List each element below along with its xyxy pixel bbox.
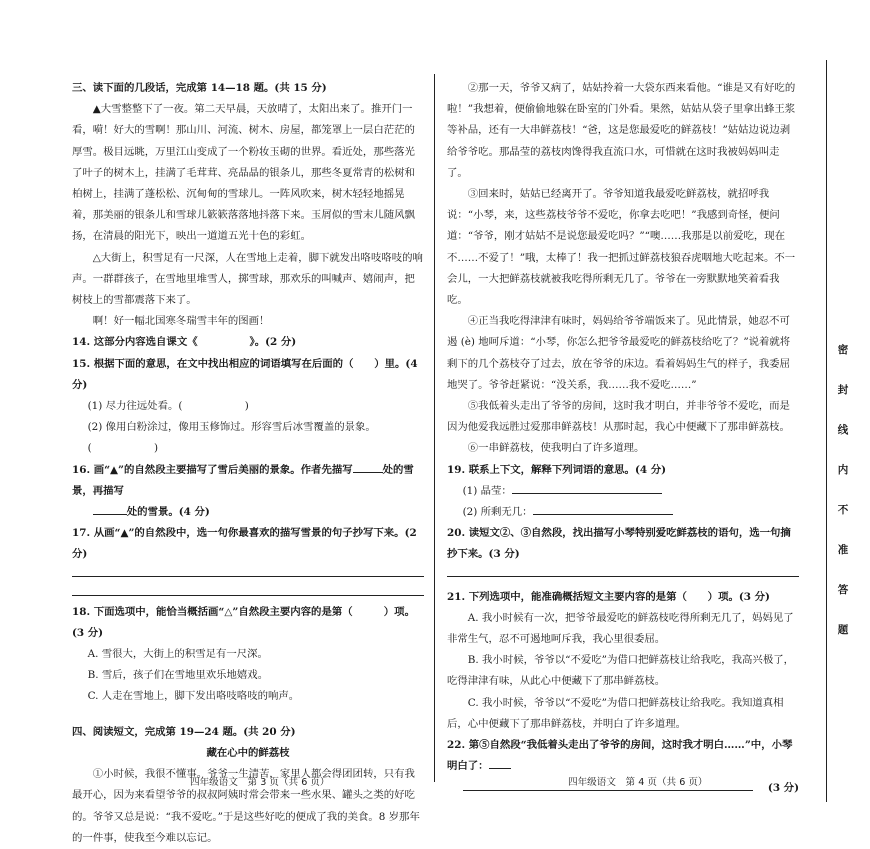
question-19-label-2: (2) 所剩无几： bbox=[462, 506, 533, 519]
binding-char: 密 bbox=[837, 344, 849, 356]
answer-blank[interactable] bbox=[353, 460, 383, 473]
story-paragraph-4: ④正当我吃得津津有味时，妈妈给爷爷端饭来了。见此情景，她忍不可遏 (è) 地呵斥道：“小琴，你怎么把爷爷最爱吃的鲜荔枝给吃了？”说着就将剩下的几个荔枝夺了过去，放在爷爷的床边。看着妈妈生气的样子，我委屈地哭了。爷爷赶紧说：“没关系，我……我不爱吃……” bbox=[447, 315, 791, 391]
right-column bbox=[447, 78, 799, 799]
question-19-item-1 bbox=[447, 481, 799, 502]
binding-notice bbox=[836, 330, 850, 650]
answer-blank[interactable] bbox=[533, 502, 673, 515]
binding-char: 内 bbox=[837, 464, 849, 476]
question-14: 14. 这部分内容选自课文《 》。(2 分) bbox=[72, 336, 297, 349]
section4-heading: 四、阅读短文，完成第 19—24 题。(共 20 分) bbox=[72, 725, 296, 738]
question-16-part-c: 处的雪景。(4 分) bbox=[126, 506, 210, 519]
question-16-part-b: 处的雪景，再描写 bbox=[72, 463, 414, 497]
left-column bbox=[72, 78, 424, 849]
story-paragraph-5: ⑤我低着头走出了爷爷的房间，这时我才明白，并非爷爷不爱吃，而是因为他爱我远胜过爱那串鲜荔枝！从那时起，我心中便藏下了那串鲜荔枝。 bbox=[447, 400, 790, 434]
section3-heading: 三、读下面的几段话，完成第 14—18 题。(共 15 分) bbox=[72, 82, 327, 94]
question-22 bbox=[447, 735, 799, 777]
question-21-option-c: C. 我小时候，爷爷以“不爱吃”为借口把鲜荔枝让给我吃。我知道真相后，心中便藏下了那串鲜荔枝，并明白了许多道理。 bbox=[447, 696, 784, 730]
question-16 bbox=[72, 460, 424, 524]
question-16-part-a: 16. 画“▲”的自然段主要描写了雪后美丽的景象。作者先描写 bbox=[72, 463, 353, 476]
answer-blank[interactable] bbox=[489, 756, 511, 769]
question-18-option-a: A. 雪很大，大街上的积雪足有一尺深。 bbox=[87, 648, 268, 661]
question-18-option-c: C. 人走在雪地上，脚下发出咯吱咯吱的响声。 bbox=[87, 690, 300, 703]
binding-char: 封 bbox=[837, 384, 849, 396]
question-19-label-1: (1) 晶莹： bbox=[462, 484, 512, 497]
question-19: 19. 联系上下文，解释下列词语的意思。(4 分) bbox=[447, 463, 667, 476]
story-title: 藏在心中的鲜荔枝 bbox=[206, 746, 290, 759]
answer-blank[interactable] bbox=[512, 481, 662, 494]
question-15-item-1: (1) 尽力往远处看。( ) bbox=[87, 400, 249, 413]
page-footer-left: 四年级语文 第 3 页（共 6 页） bbox=[190, 777, 330, 788]
question-18: 18. 下面选项中，能恰当概括画“△”自然段主要内容的是第（ ）项。(3 分) bbox=[72, 605, 415, 639]
page-footer-right: 四年级语文 第 4 页（共 6 页） bbox=[568, 777, 708, 788]
question-15: 15. 根据下面的意思，在文中找出相应的词语填写在后面的（ ）里。(4 分) bbox=[72, 357, 418, 391]
story-paragraph-3: ③回来时，姑姑已经离开了。爷爷知道我最爱吃鲜荔枝，就招呼我说：“小琴，来，这些荔枝爷爷不爱吃，你拿去吃吧！”我感到奇怪，便问道：“爷爷，刚才姑姑不是说您最爱吃吗？”“噢……我那是以前爱吃，现在不……不爱了！”哦，太棒了！我一把抓过鲜荔枝狼吞虎咽地大吃起来。不一会儿，一大把鲜荔枝就被我吃得所剩无几了。爷爷在一旁默默地笑着看我吃。 bbox=[447, 188, 796, 307]
story-paragraph-2: ②那一天，爷爷又病了，姑姑拎着一大袋东西来看他。“谁是又有好吃的啦！”我想着，便偷偷地躲在卧室的门外看。果然，姑姑从袋子里拿出蜂王浆等补品，还有一大串鲜荔枝！“爸，这是您最爱吃的鲜荔枝！”姑姑边说边剥给爷爷吃。那晶莹的荔枝肉馋得我直流口水，可惜就在这时我被妈妈叫走了。 bbox=[447, 82, 796, 179]
question-21-option-b: B. 我小时候，爷爷以“不爱吃”为借口把鲜荔枝让给我吃，我高兴极了，吃得津津有味，从此心中便藏下了那串鲜荔枝。 bbox=[447, 654, 794, 688]
passage-paragraph-3: 啊！好一幅北国寒冬瑞雪丰年的图画！ bbox=[92, 315, 270, 328]
binding-char: 线 bbox=[837, 424, 849, 436]
story-paragraph-1: ①小时候，我很不懂事。爷爷一生清苦，家里人都会得团团转，只有我最开心，因为来看望爷爷的叔叔阿姨时常会带来一些水果、罐头之类的好吃的。爷爷又总是说：“我不爱吃。”于是这些好吃的便成了我的美食。8 岁那年的一件事，使我至今难以忘记。 bbox=[72, 768, 420, 844]
story-paragraph-6: ⑥一串鲜荔枝，使我明白了许多道理。 bbox=[467, 442, 645, 455]
question-22-score: (3 分) bbox=[767, 781, 799, 794]
passage-paragraph-1: ▲大雪整整下了一夜。第二天早晨，天放晴了，太阳出来了。推开门一看，嗬！好大的雪啊！那山川、河流、树木、房屋，都笼罩上一层白茫茫的厚雪。极目远眺，万里江山变成了一个粉妆玉砌的世界。看近处，那些落光了叶子的树木上，挂满了毛茸茸、亮晶晶的银条儿，那些冬夏常青的松树和柏树上，挂满了蓬松松、沉甸甸的雪球儿。一阵风吹来，树木轻轻地摇晃着，那美丽的银条儿和雪球儿簌簌落落地抖落下来。玉屑似的雪末儿随风飘扬，在清晨的阳光下，映出一道道五光十色的彩虹。 bbox=[72, 103, 415, 243]
passage-paragraph-2: △大街上，积雪足有一尺深，人在雪地上走着，脚下就发出咯吱咯吱的响声。一群群孩子，在雪地里堆雪人，掷雪球，那欢乐的叫喊声、嬉闹声，把树枝上的雪都震落下来了。 bbox=[72, 251, 423, 307]
question-18-option-b: B. 雪后，孩子们在雪地里欢乐地嬉戏。 bbox=[87, 669, 269, 682]
question-21: 21. 下列选项中，能准确概括短文主要内容的是第（ ）项。(3 分) bbox=[447, 590, 770, 603]
question-17: 17. 从画“▲”的自然段中，选一句你最喜欢的描写雪景的句子抄写下来。(2 分) bbox=[72, 527, 417, 561]
binding-char: 准 bbox=[837, 544, 849, 556]
binding-char: 不 bbox=[837, 504, 849, 516]
column-divider bbox=[434, 74, 435, 782]
question-22-text: 22. 第⑤自然段“我低着头走出了爷爷的房间，这时我才明白……”中，小琴明白了： bbox=[447, 739, 793, 773]
binding-line bbox=[826, 60, 827, 802]
binding-char: 题 bbox=[837, 624, 849, 636]
question-15-item-2: (2) 像用白粉涂过，像用玉修饰过。形容雪后冰雪覆盖的景象。( ) bbox=[87, 421, 376, 455]
binding-char: 答 bbox=[837, 584, 849, 596]
question-21-option-a: A. 我小时候有一次，把爷爷最爱吃的鲜荔枝吃得所剩无几了，妈妈见了非常生气，忍不可遏地呵斥我，我心里很委屈。 bbox=[447, 611, 794, 646]
answer-blank[interactable] bbox=[93, 502, 127, 515]
question-20: 20. 读短文②、③自然段，找出描写小琴特别爱吃鲜荔枝的语句，选一句摘抄下来。(3 分) bbox=[447, 527, 791, 561]
question-19-item-2 bbox=[447, 502, 799, 523]
